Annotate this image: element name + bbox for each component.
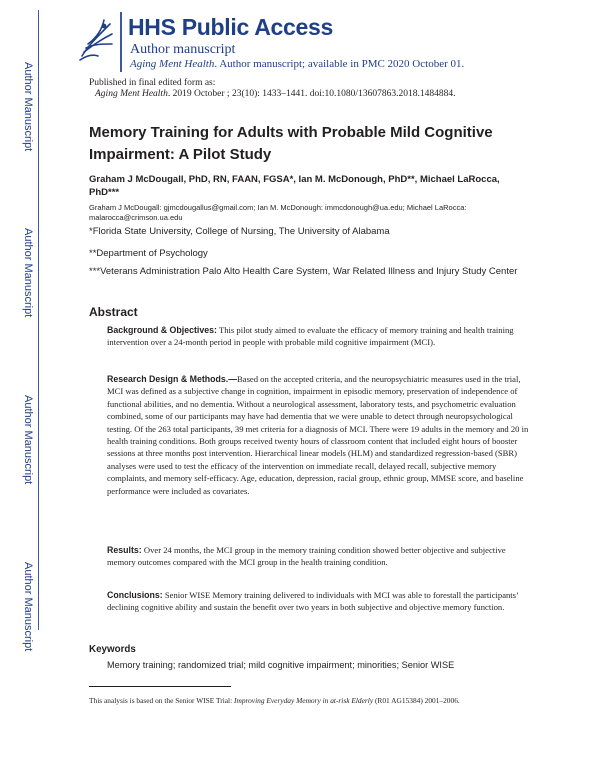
citation-journal: Aging Ment Health [95,89,168,99]
sidebar-label: Author Manuscript [22,562,34,652]
hhs-eagle-logo-icon [74,16,118,64]
section-label: Conclusions: [107,590,163,600]
section-text: Senior WISE Memory training delivered to individuals with MCI was able to forestall the participants’ declining cognitive ability and sustain the benefit over two years in both subjective and objective memory function. [107,590,519,613]
affiliation-2: **Department of Psychology [89,248,208,259]
paper-title: Memory Training for Adults with Probable Mild Cognitive Impairment: A Pilot Study [89,124,493,163]
affiliation-1: *Florida State University, College of Nursing, The University of Alabama [89,226,390,237]
footnote-suffix: (R01 AG15384) 2001–2006. [373,696,460,705]
section-label: Results: [107,545,142,555]
availability-line [130,58,464,70]
section-text: This pilot study aimed to evaluate the efficacy of memory training and health training intervention over a 24-month period in people with probable mild cognitive impairment (MCI). [107,325,514,348]
sidebar-label: Author Manuscript [22,62,34,152]
keywords-heading: Keywords [89,644,136,655]
abstract-methods [107,373,529,497]
published-in-label: Published in final edited form as: [89,78,216,88]
abstract-background [107,324,529,349]
section-label: Background & Objectives: [107,325,217,335]
hhs-public-access-title: HHS Public Access [128,14,333,40]
section-label: Research Design & Methods.— [107,374,238,384]
footnote-rule [89,686,231,687]
journal-name: Aging Ment Health [130,58,215,70]
section-text: Over 24 months, the MCI group in the memory training condition showed better objective and subjective memory outcomes compared with the MCI group in the health training condition. [107,545,506,568]
keywords-list: Memory training; randomized trial; mild cognitive impairment; minorities; Senior WISE [107,660,455,670]
sidebar-label: Author Manuscript [22,228,34,318]
abstract-heading: Abstract [89,305,138,319]
footnote-prefix: This analysis is based on the Senior WISE Trial: [89,696,235,705]
section-text: Based on the accepted criteria, and the neuropsychiatric measures used in the trial, MCI was defined as a subjective change in cognition, impairment in episodic memory, preservation of independence of functional abilities, and no dementia. Without a neurological assessment, laboratory tests, and psychometric evaluation combined, some of our participants may have had dementia that we were unable to detect through neuropsychological testing. Of the 263 total participants, 39 met criteria for a diagnosis of MCI. There were 19 adults in the memory and 20 in health training conditions. Both groups received twenty hours of classroom content that included eight hours of booster sessions at three months post intervention. Hierarchical linear models (HLM) and standardized regression-based (SBR) analyses were used to test the efficacy of the intervention on immediate recall, delayed recall, subjective memory complaints, and memory self-efficacy. Age, education, depression, racial group, ethnic group, MMSE score, and baseline performance were included as covariates. [107,374,529,496]
citation-details: . 2019 October ; 23(10): 1433–1441. doi:10.1080/13607863.2018.1484884. [167,89,456,99]
author-list: Graham J McDougall, PhD, RN, FAAN, FGSA*, Ian M. McDonough, PhD**, Michael LaRocca, PhD*** [89,174,500,198]
author-emails: Graham J McDougall: gjmcdougallus@gmail.com; Ian M. McDonough: immcdonough@ua.edu; Michael LaRocca: malarocca@crimson.ua.edu [89,203,467,222]
author-manuscript-label: Author manuscript [130,42,236,57]
footnote-trial-title: Improving Everyday Memory in at-risk Elderly [234,696,374,705]
header-divider [120,12,122,72]
sidebar-label: Author Manuscript [22,395,34,485]
citation-line [95,89,455,99]
abstract-conclusions [107,589,529,614]
availability-text: . Author manuscript; available in PMC 2020 October 01. [214,58,465,70]
abstract-results [107,544,529,569]
sidebar-rule [38,10,39,630]
footnote [89,696,460,705]
affiliation-3: ***Veterans Administration Palo Alto Health Care System, War Related Illness and Injury Study Center [89,266,518,277]
